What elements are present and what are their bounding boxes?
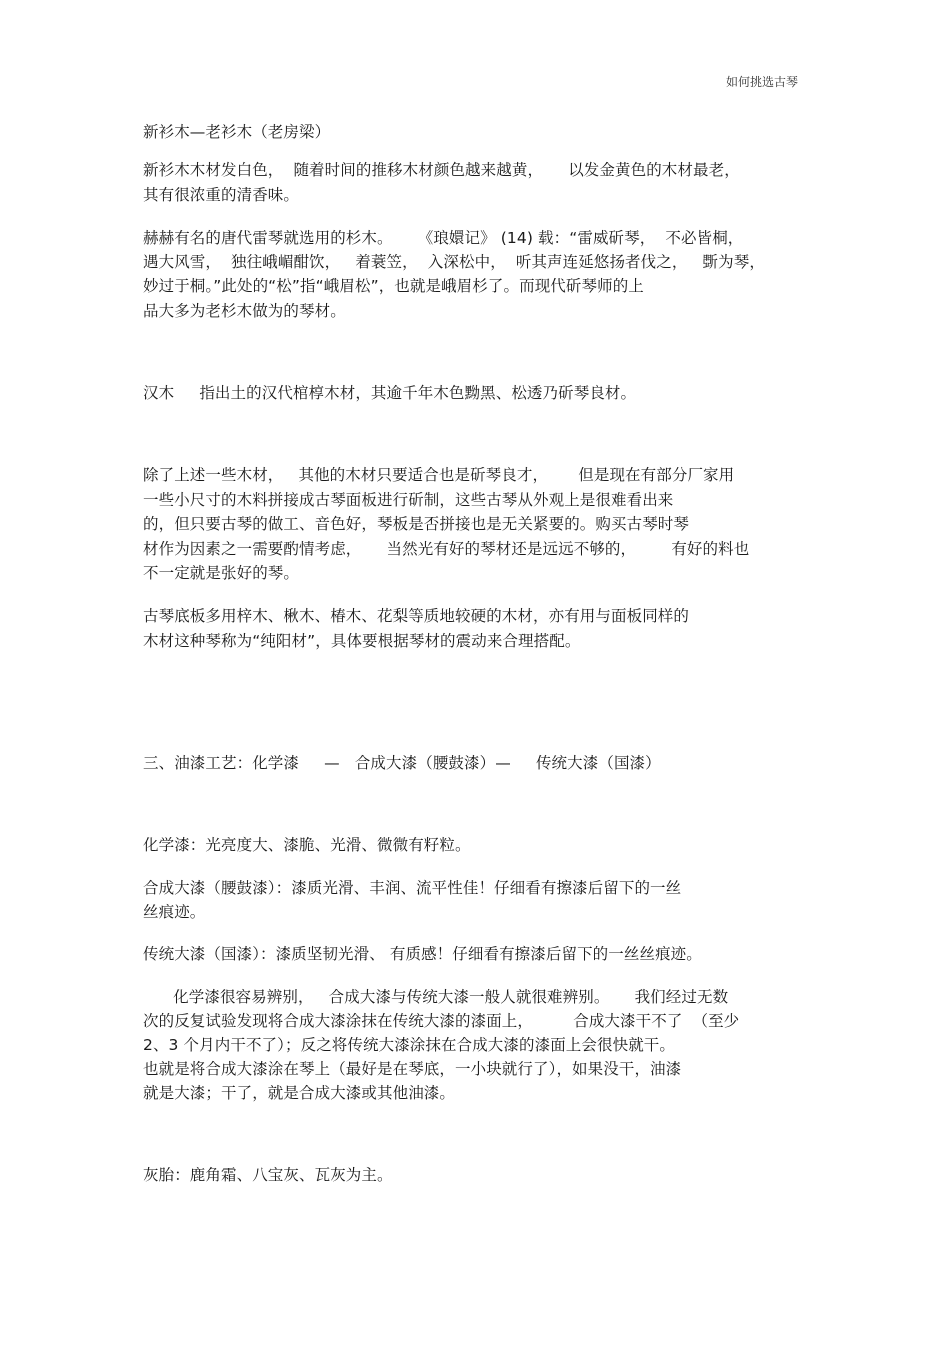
text-line: 灰胎：鹿角霜、八宝灰、瓦灰为主。	[143, 1166, 393, 1184]
text-line: 丝痕迹。	[143, 903, 206, 921]
text-line: 也就是将合成大漆涂在琴上（最好是在琴底，一小块就行了），如果没干，油漆	[143, 1060, 682, 1078]
text-line: 次的反复试验发现将合成大漆涂抹在传统大漆的漆面上， 合成大漆干不了 （至少	[143, 1012, 740, 1030]
text-line: 一些小尺寸的木料拼接成古琴面板进行斫制，这些古琴从外观上是很难看出来	[143, 491, 674, 509]
text-line: 就是大漆；干了，就是合成大漆或其他油漆。	[143, 1084, 456, 1102]
text-line: 品大多为老杉木做为的琴材。	[143, 302, 346, 320]
text-line: 新衫木木材发白色， 随着时间的推移木材颜色越来越黄， 以发金黄色的木材最老，	[143, 161, 740, 179]
text-line: 木材这种琴称为“纯阳材”，具体要根据琴材的震动来合理搭配。	[143, 632, 581, 650]
text-line: 化学漆：光亮度大、漆脆、光滑、微微有籽粒。	[143, 836, 471, 854]
text-line: 汉木 指出土的汉代棺椁木材，其逾千年木色黝黑、松透乃斫琴良材。	[143, 384, 637, 402]
text-line: 赫赫有名的唐代雷琴就选用的杉木。 《琅嬛记》 (14) 载：“雷威斫琴， 不必皆桐，	[143, 229, 744, 247]
text-line: 遇大风雪， 独往峨嵋酣饮， 着蓑笠， 入深松中， 听其声连延悠扬者伐之， 斲为琴，	[143, 253, 765, 271]
page-header-title: 如何挑选古琴	[725, 75, 798, 89]
text-line: 新衫木—老衫木（老房梁）	[143, 123, 331, 141]
text-line: 不一定就是张好的琴。	[143, 564, 300, 582]
text-line: 古琴底板多用梓木、楸木、椿木、花梨等质地较硬的木材，亦有用与面板同样的	[143, 607, 690, 625]
text-line: 的，但只要古琴的做工、音色好，琴板是否拼接也是无关紧要的。购买古琴时琴	[143, 515, 690, 533]
text-line: 2、3 个月内干不了）；反之将传统大漆涂抹在合成大漆的漆面上会很快就干。	[143, 1036, 676, 1054]
text-line: 妙过于桐。”此处的“松”指“峨眉松”，也就是峨眉杉了。而现代斫琴师的上	[143, 277, 644, 295]
text-line: 化学漆很容易辨别， 合成大漆与传统大漆一般人就很难辨别。 我们经过无数	[143, 988, 729, 1006]
text-line: 材作为因素之一需要酌情考虑， 当然光有好的琴材还是远远不够的， 有好的料也	[143, 540, 750, 558]
text-line: 其有很浓重的清香味。	[143, 186, 300, 204]
text-line: 合成大漆（腰鼓漆）：漆质光滑、丰润、流平性佳！仔细看有擦漆后留下的一丝	[143, 879, 682, 897]
text-line: 除了上述一些木材， 其他的木材只要适合也是斫琴良才， 但是现在有部分厂家用	[143, 466, 735, 484]
text-line: 传统大漆（国漆）：漆质坚韧光滑、 有质感！仔细看有擦漆后留下的一丝丝痕迹。	[143, 945, 702, 963]
section-heading: 三、油漆工艺：化学漆 — 合成大漆（腰鼓漆）— 传统大漆（国漆）	[143, 754, 661, 772]
